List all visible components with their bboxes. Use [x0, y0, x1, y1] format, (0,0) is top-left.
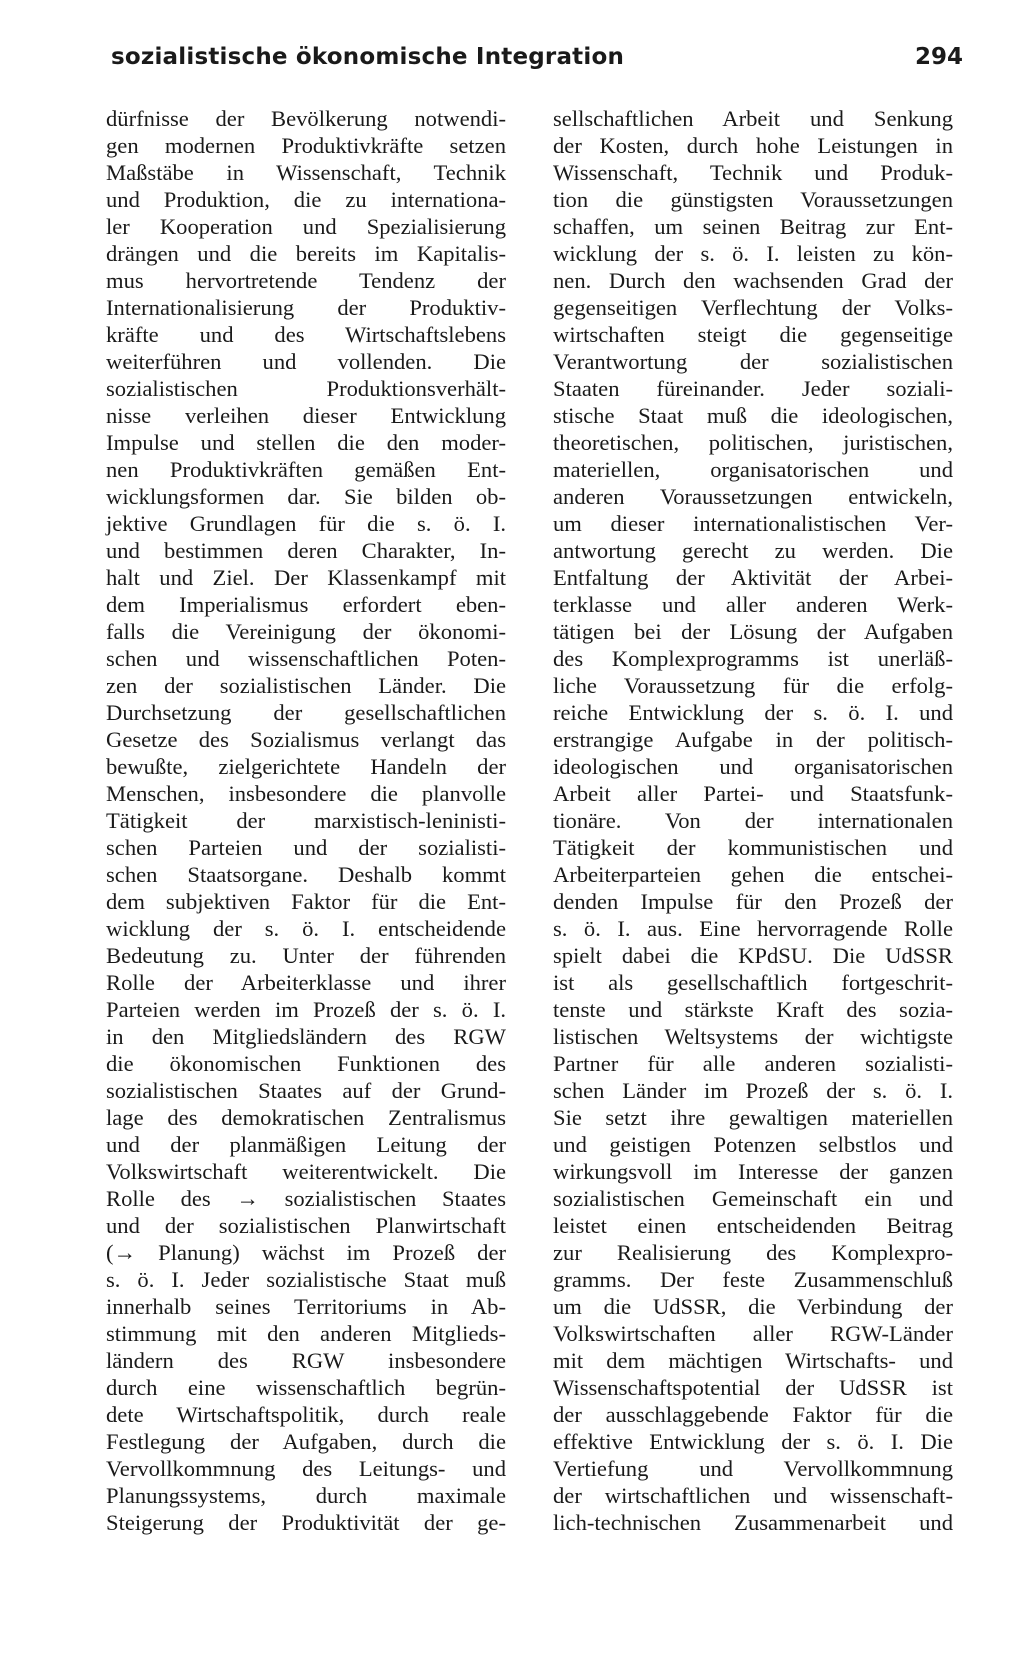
- right-column-line: lich-technischen Zusammenarbeit und: [553, 1510, 953, 1535]
- right-column-line: und geistigen Potenzen selbstlos und: [553, 1132, 953, 1157]
- left-column-line: (→ Planung) wächst im Prozeß der: [106, 1240, 506, 1265]
- page-header: [111, 44, 963, 84]
- right-column-line: gramms. Der feste Zusammenschluß: [553, 1267, 953, 1292]
- right-column-line: ist als gesellschaftlich fortgeschrit-: [553, 970, 953, 995]
- right-column-line: nen. Durch den wachsenden Grad der: [553, 268, 953, 293]
- right-column-line: denden Impulse für den Prozeß der: [553, 889, 953, 914]
- right-column-line: anderen Voraussetzungen entwickeln,: [553, 484, 953, 509]
- left-column-line: Vervollkommnung des Leitungs- und: [106, 1456, 506, 1481]
- right-column-line: tionäre. Von der internationalen: [553, 808, 953, 833]
- left-column-line: Volkswirtschaft weiterentwickelt. Die: [106, 1159, 506, 1184]
- right-column-line: schaffen, um seinen Beitrag zur Ent-: [553, 214, 953, 239]
- text-column-left: [106, 105, 506, 1536]
- right-column-line: mit dem mächtigen Wirtschafts- und: [553, 1348, 953, 1373]
- left-column-line: mus hervortretende Tendenz der: [106, 268, 506, 293]
- right-column-line: Verantwortung der sozialistischen: [553, 349, 953, 374]
- right-column-line: der ausschlaggebende Faktor für die: [553, 1402, 953, 1427]
- left-column-line: Internationalisierung der Produktiv-: [106, 295, 506, 320]
- left-column-line: s. ö. I. Jeder sozialistische Staat muß: [106, 1267, 506, 1292]
- right-column-line: Sie setzt ihre gewaltigen materiellen: [553, 1105, 953, 1130]
- right-column-line: Arbeiterparteien gehen die entschei-: [553, 862, 953, 887]
- left-column-line: Bedeutung zu. Unter der führenden: [106, 943, 506, 968]
- right-column-line: um dieser internationalistischen Ver-: [553, 511, 953, 536]
- right-column-line: listischen Weltsystems der wichtigste: [553, 1024, 953, 1049]
- left-column-line: Impulse und stellen die den moder-: [106, 430, 506, 455]
- left-column-line: Durchsetzung der gesellschaftlichen: [106, 700, 506, 725]
- right-column-line: Entfaltung der Aktivität der Arbei-: [553, 565, 953, 590]
- left-column-line: schen Staatsorgane. Deshalb kommt: [106, 862, 506, 887]
- left-column-line: dem Imperialismus erfordert eben-: [106, 592, 506, 617]
- left-column-line: bewußte, zielgerichtete Handeln der: [106, 754, 506, 779]
- right-column-line: sozialistischen Gemeinschaft ein und: [553, 1186, 953, 1211]
- right-column-line: der wirtschaftlichen und wissenschaft-: [553, 1483, 953, 1508]
- left-column-line: wicklungsformen dar. Sie bilden ob-: [106, 484, 506, 509]
- left-column-line: innerhalb seines Territoriums in Ab-: [106, 1294, 506, 1319]
- text-column-right: [553, 105, 953, 1536]
- right-column-line: reiche Entwicklung der s. ö. I. und: [553, 700, 953, 725]
- left-column-line: sozialistischen Staates auf der Grund-: [106, 1078, 506, 1103]
- left-column-line: nen Produktivkräften gemäßen Ent-: [106, 457, 506, 482]
- left-column-line: weiterführen und vollenden. Die: [106, 349, 506, 374]
- left-column-line: Menschen, insbesondere die planvolle: [106, 781, 506, 806]
- page-number: 294: [914, 44, 963, 70]
- right-column-line: sellschaftlichen Arbeit und Senkung: [553, 106, 953, 131]
- right-column-line: zur Realisierung des Komplexpro-: [553, 1240, 953, 1265]
- right-column-line: der Kosten, durch hohe Leistungen in: [553, 133, 953, 158]
- left-column-line: schen und wissenschaftlichen Poten-: [106, 646, 506, 671]
- left-column-line: kräfte und des Wirtschaftslebens: [106, 322, 506, 347]
- left-column-line: und der sozialistischen Planwirtschaft: [106, 1213, 506, 1238]
- right-column-line: wirtschaften steigt die gegenseitige: [553, 322, 953, 347]
- right-column-line: theoretischen, politischen, juristischen,: [553, 430, 953, 455]
- right-column-line: Wissenschaft, Technik und Produk-: [553, 160, 953, 185]
- right-column-line: tätigen bei der Lösung der Aufgaben: [553, 619, 953, 644]
- left-column-line: lage des demokratischen Zentralismus: [106, 1105, 506, 1130]
- left-column-line: dete Wirtschaftspolitik, durch reale: [106, 1402, 506, 1427]
- right-column-line: stische Staat muß die ideologischen,: [553, 403, 953, 428]
- right-column-line: tion die günstigsten Voraussetzungen: [553, 187, 953, 212]
- left-column-line: Rolle des → sozialistischen Staates: [106, 1186, 506, 1211]
- left-column-line: dürfnisse der Bevölkerung notwendi-: [106, 106, 506, 131]
- right-column-line: Partner für alle anderen sozialisti-: [553, 1051, 953, 1076]
- left-column-line: und bestimmen deren Charakter, In-: [106, 538, 506, 563]
- left-column-line: Steigerung der Produktivität der ge-: [106, 1510, 506, 1535]
- left-column-line: falls die Vereinigung der ökonomi-: [106, 619, 506, 644]
- right-column-line: Vertiefung und Vervollkommnung: [553, 1456, 953, 1481]
- right-column-line: materiellen, organisatorischen und: [553, 457, 953, 482]
- right-column-line: wirkungsvoll im Interesse der ganzen: [553, 1159, 953, 1184]
- left-column-line: und der planmäßigen Leitung der: [106, 1132, 506, 1157]
- left-column-line: wicklung der s. ö. I. entscheidende: [106, 916, 506, 941]
- left-column-line: nisse verleihen dieser Entwicklung: [106, 403, 506, 428]
- right-column-line: ideologischen und organisatorischen: [553, 754, 953, 779]
- right-column-line: um die UdSSR, die Verbindung der: [553, 1294, 953, 1319]
- right-column-line: Arbeit aller Partei- und Staatsfunk-: [553, 781, 953, 806]
- left-column-line: drängen und die bereits im Kapitalis-: [106, 241, 506, 266]
- left-column-line: gen modernen Produktivkräfte setzen: [106, 133, 506, 158]
- right-column-line: leistet einen entscheidenden Beitrag: [553, 1213, 953, 1238]
- right-column-line: des Komplexprogramms ist unerläß-: [553, 646, 953, 671]
- left-column-line: Tätigkeit der marxistisch-leninisti-: [106, 808, 506, 833]
- left-column-line: sozialistischen Produktionsverhält-: [106, 376, 506, 401]
- left-column-line: Rolle der Arbeiterklasse und ihrer: [106, 970, 506, 995]
- left-column-line: jektive Grundlagen für die s. ö. I.: [106, 511, 506, 536]
- running-header-title: sozialistische ökonomische Integration: [111, 44, 625, 70]
- right-column-line: erstrangige Aufgabe in der politisch-: [553, 727, 953, 752]
- left-column-line: die ökonomischen Funktionen des: [106, 1051, 506, 1076]
- left-column-line: ländern des RGW insbesondere: [106, 1348, 506, 1373]
- left-column-line: Maßstäbe in Wissenschaft, Technik: [106, 160, 506, 185]
- left-column-line: Festlegung der Aufgaben, durch die: [106, 1429, 506, 1454]
- left-column-line: Gesetze des Sozialismus verlangt das: [106, 727, 506, 752]
- left-column-line: schen Parteien und der sozialisti-: [106, 835, 506, 860]
- right-column-line: effektive Entwicklung der s. ö. I. Die: [553, 1429, 953, 1454]
- right-column-line: tenste und stärkste Kraft des sozia-: [553, 997, 953, 1022]
- right-column-line: Volkswirtschaften aller RGW-Länder: [553, 1321, 953, 1346]
- left-column-line: und Produktion, die zu internationa-: [106, 187, 506, 212]
- right-column-line: spielt dabei die KPdSU. Die UdSSR: [553, 943, 953, 968]
- right-column-line: Staaten füreinander. Jeder soziali-: [553, 376, 953, 401]
- right-column-line: antwortung gerecht zu werden. Die: [553, 538, 953, 563]
- left-column-line: ler Kooperation und Spezialisierung: [106, 214, 506, 239]
- left-column-line: dem subjektiven Faktor für die Ent-: [106, 889, 506, 914]
- right-column-line: s. ö. I. aus. Eine hervorragende Rolle: [553, 916, 953, 941]
- left-column-line: Parteien werden im Prozeß der s. ö. I.: [106, 997, 506, 1022]
- right-column-line: schen Länder im Prozeß der s. ö. I.: [553, 1078, 953, 1103]
- right-column-line: wicklung der s. ö. I. leisten zu kön-: [553, 241, 953, 266]
- right-column-line: terklasse und aller anderen Werk-: [553, 592, 953, 617]
- right-column-line: gegenseitigen Verflechtung der Volks-: [553, 295, 953, 320]
- right-column-line: Tätigkeit der kommunistischen und: [553, 835, 953, 860]
- left-column-line: stimmung mit den anderen Mitglieds-: [106, 1321, 506, 1346]
- left-column-line: halt und Ziel. Der Klassenkampf mit: [106, 565, 506, 590]
- left-column-line: in den Mitgliedsländern des RGW: [106, 1024, 506, 1049]
- right-column-line: Wissenschaftspotential der UdSSR ist: [553, 1375, 953, 1400]
- left-column-line: Planungssystems, durch maximale: [106, 1483, 506, 1508]
- left-column-line: durch eine wissenschaftlich begrün-: [106, 1375, 506, 1400]
- right-column-line: liche Voraussetzung für die erfolg-: [553, 673, 953, 698]
- left-column-line: zen der sozialistischen Länder. Die: [106, 673, 506, 698]
